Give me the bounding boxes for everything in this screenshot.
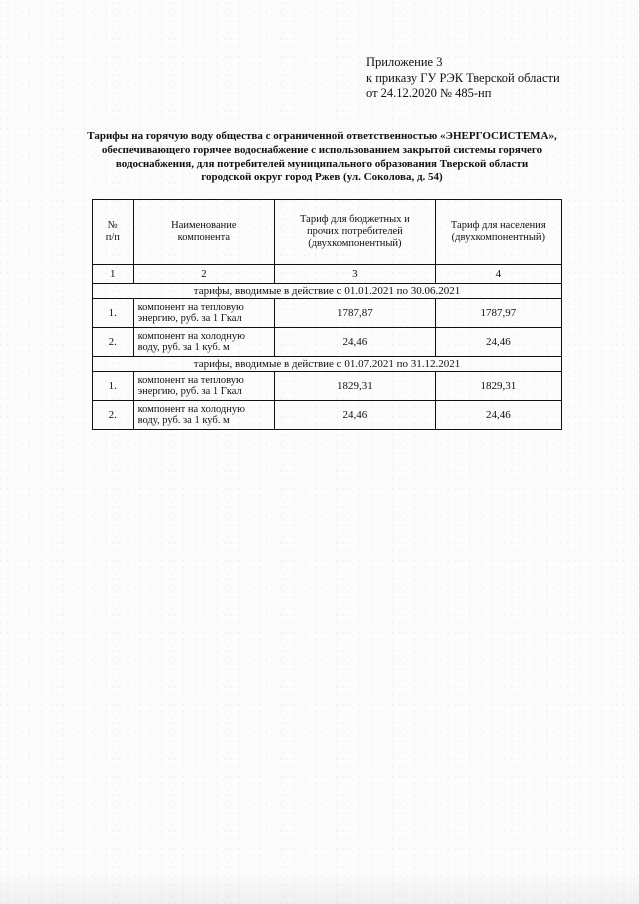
- table-row: [93, 372, 562, 401]
- header-population-line-1: Тариф для населения: [450, 220, 546, 231]
- period-row: [93, 357, 562, 372]
- row-index: 2.: [93, 401, 134, 430]
- row-budget-value: 1787,87: [275, 299, 436, 328]
- title-line-1: Тарифы на горячую воду общества с ограниченной ответственностью «ЭНЕРГОСИСТЕМА»,: [87, 130, 557, 142]
- row-index: 2.: [93, 328, 134, 357]
- period-row: [93, 284, 562, 299]
- component-line-1: компонент на холодную: [137, 330, 245, 342]
- title-line-4: городской округ город Ржев (ул. Соколова, д. 54): [201, 171, 443, 184]
- table-row: [93, 401, 562, 430]
- header-number: [93, 200, 134, 265]
- header-number-line-2: п/п: [105, 232, 120, 243]
- appendix-reference: [366, 55, 560, 102]
- title-line-3: водоснабжения, для потребителей муниципального образования Тверской области: [115, 157, 529, 170]
- row-index: 1.: [93, 372, 134, 401]
- table-header-row: [93, 200, 562, 265]
- header-component-line-2: компонента: [177, 232, 231, 243]
- header-budget-tariff: [275, 200, 436, 265]
- header-budget-line-1: Тариф для бюджетных и: [300, 214, 410, 225]
- row-component: [133, 372, 275, 401]
- document-title: [60, 130, 584, 185]
- column-number-row: [93, 265, 562, 284]
- column-number: 4: [435, 265, 561, 284]
- header-component-line-1: Наименование: [171, 220, 237, 231]
- title-line-2: обеспечивающего горячее водоснабжение с использованием закрытой системы горячего: [101, 143, 543, 156]
- component-line-1: компонент на тепловую: [137, 374, 244, 386]
- header-number-line-1: №: [107, 220, 118, 231]
- row-budget-value: 1829,31: [275, 372, 436, 401]
- row-population-value: 24,46: [435, 401, 561, 430]
- period-label: тарифы, вводимые в действие с 01.01.2021 по 30.06.2021: [93, 284, 562, 299]
- scan-noise-edge: [0, 872, 639, 904]
- column-number: 2: [133, 265, 275, 284]
- row-component: [133, 299, 275, 328]
- row-population-value: 24,46: [435, 328, 561, 357]
- header-component-name: [133, 200, 275, 265]
- header-population-tariff: [435, 200, 561, 265]
- row-population-value: 1829,31: [435, 372, 561, 401]
- table-row: [93, 328, 562, 357]
- appendix-line-3: от 24.12.2020 № 485-нп: [366, 86, 492, 100]
- appendix-line-2: к приказу ГУ РЭК Тверской области: [366, 70, 560, 85]
- tariff-table: [92, 199, 562, 430]
- component-line-1: компонент на холодную: [137, 403, 245, 415]
- row-budget-value: 24,46: [275, 401, 436, 430]
- row-population-value: 1787,97: [435, 299, 561, 328]
- component-line-2: энергию, руб. за 1 Гкал: [137, 313, 242, 324]
- row-budget-value: 24,46: [275, 328, 436, 357]
- header-population-line-2: (двухкомпонентный): [451, 232, 545, 243]
- appendix-line-1: Приложение 3: [366, 55, 443, 69]
- component-line-2: воду, руб. за 1 куб. м: [137, 342, 230, 353]
- table-row: [93, 299, 562, 328]
- header-budget-line-2: прочих потребителей: [307, 226, 403, 237]
- component-line-2: энергию, руб. за 1 Гкал: [137, 386, 242, 397]
- component-line-2: воду, руб. за 1 куб. м: [137, 415, 230, 426]
- period-label: тарифы, вводимые в действие с 01.07.2021 по 31.12.2021: [93, 357, 562, 372]
- component-line-1: компонент на тепловую: [137, 301, 244, 313]
- column-number: 1: [93, 265, 134, 284]
- header-budget-line-3: (двухкомпонентный): [308, 238, 402, 249]
- row-index: 1.: [93, 299, 134, 328]
- column-number: 3: [275, 265, 436, 284]
- row-component: [133, 328, 275, 357]
- row-component: [133, 401, 275, 430]
